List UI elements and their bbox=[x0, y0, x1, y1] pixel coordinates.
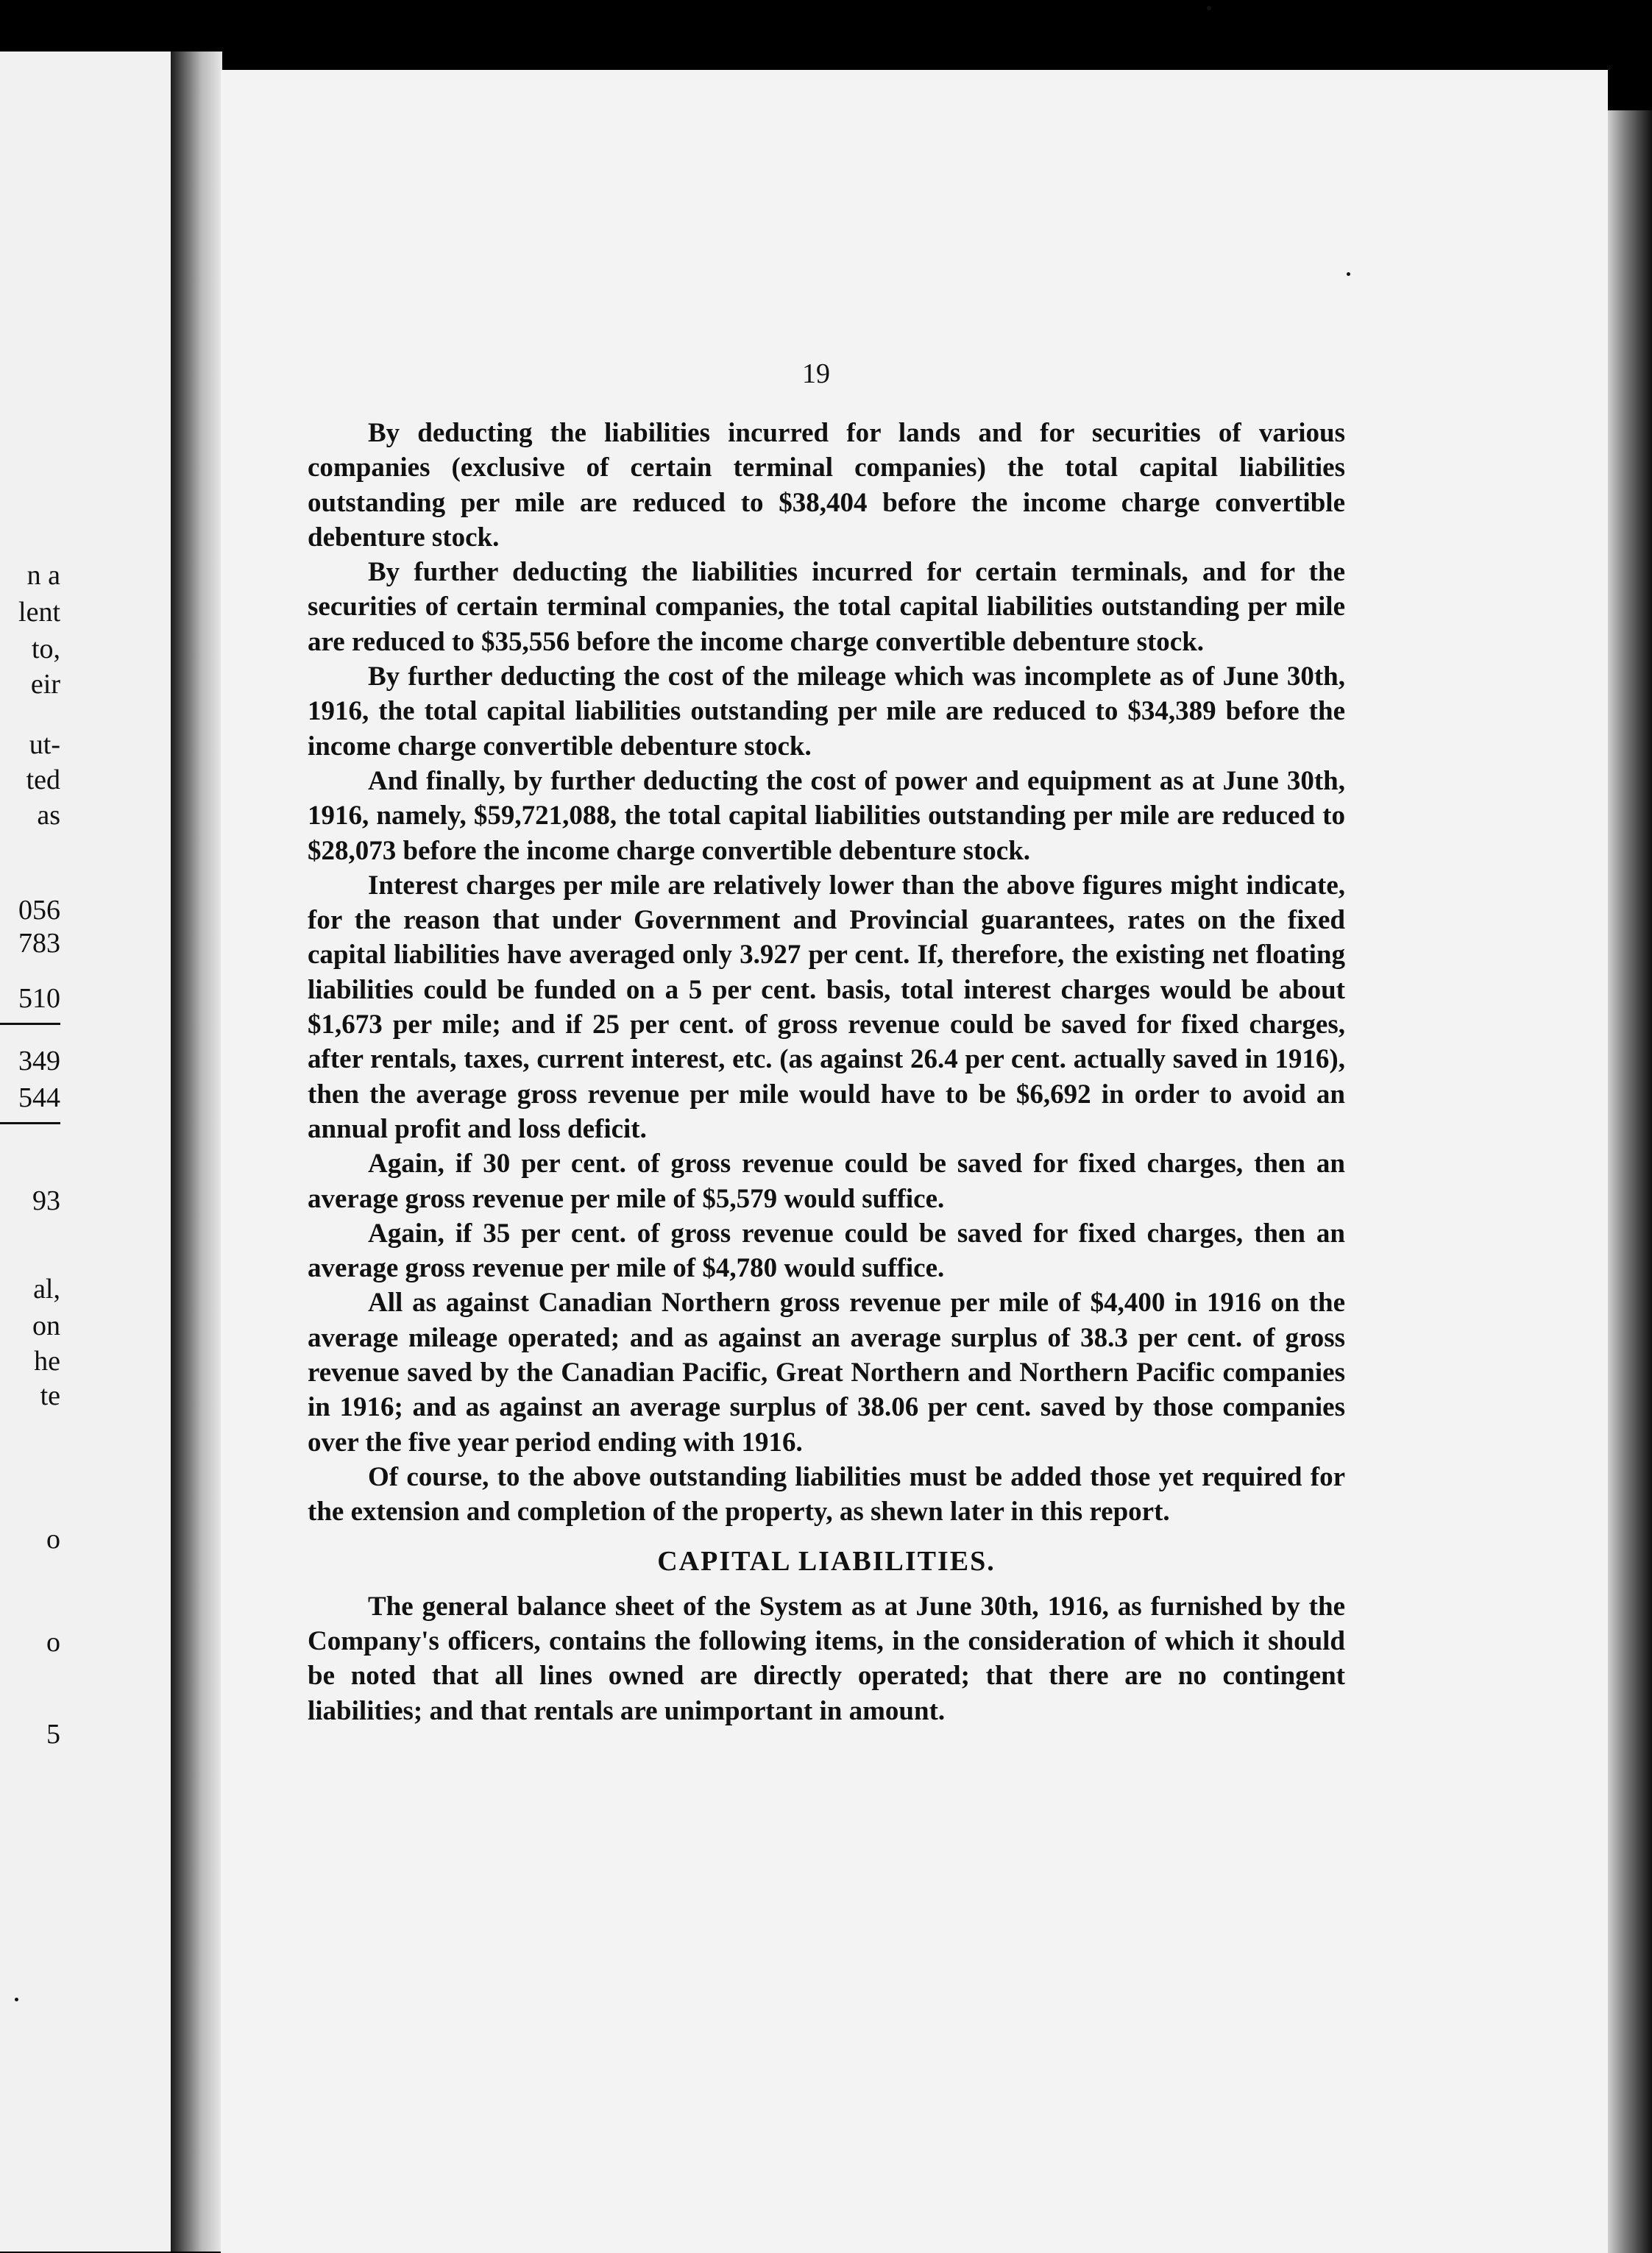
fragment: al, bbox=[33, 1274, 60, 1305]
fragment: lent bbox=[18, 597, 60, 628]
fragment: o bbox=[46, 1524, 60, 1555]
paragraph: Of course, to the above outstanding liabilities must be added those yet required for the extension and completion of the property, as shewn later in this report. bbox=[308, 1461, 1345, 1528]
fragment: he bbox=[34, 1346, 60, 1377]
fragment: on bbox=[32, 1310, 60, 1341]
previous-page-text-fragments bbox=[0, 52, 171, 2252]
scan-speck bbox=[1347, 272, 1350, 276]
paragraph: And finally, by further deducting the cost of power and equipment as at June 30th, 1916, namely, $59,721,088, the total capital liabilities outstanding per mile are reduced to $28,073 before the income charge convertible debenture stock. bbox=[308, 765, 1345, 866]
fragment: 349 bbox=[18, 1046, 60, 1076]
paragraph: All as against Canadian Northern gross revenue per mile of $4,400 in 1916 on the average mileage operated; and as against an average surplus of 38.3 per cent. of gross revenue saved by the Canadian Pacific, Great Northern and Northern Pacific companies in 1916; and as against an average surplus of 38.06 per cent. saved by those companies over the five year period ending with 1916. bbox=[308, 1288, 1345, 1458]
fragment: 93 bbox=[32, 1185, 60, 1216]
scan-speck bbox=[15, 1998, 18, 2001]
page-number: 19 bbox=[802, 358, 830, 389]
binding-gutter bbox=[171, 52, 222, 2252]
fragment: o bbox=[46, 1627, 60, 1658]
scan-speck bbox=[1207, 6, 1211, 10]
paragraph: Again, if 35 per cent. of gross revenue could be saved for fixed charges, then an average gross revenue per mile of $4,780 would suffice. bbox=[308, 1218, 1345, 1284]
fragment: eir bbox=[30, 669, 60, 700]
fragment: ut- bbox=[29, 729, 60, 760]
rule bbox=[0, 1023, 60, 1025]
fragment: 5 bbox=[46, 1719, 60, 1750]
page-edge-shadow bbox=[1608, 110, 1652, 2253]
fragment: 783 bbox=[18, 928, 60, 959]
rule bbox=[0, 1122, 60, 1124]
section-heading: CAPITAL LIABILITIES. bbox=[657, 1545, 996, 1577]
fragment: 056 bbox=[18, 895, 60, 926]
fragment: to, bbox=[31, 634, 60, 664]
paragraph: Again, if 30 per cent. of gross revenue could be saved for fixed charges, then an average gross revenue per mile of $5,579 would suffice. bbox=[308, 1149, 1345, 1214]
previous-page-edge bbox=[0, 52, 171, 2252]
paragraph: By further deducting the cost of the mileage which was incomplete as of June 30th, 1916, the total capital liabilities outstanding per mile are reduced to $34,389 before the income charge convertible debenture stock. bbox=[308, 661, 1345, 762]
paragraph: The general balance sheet of the System as at June 30th, 1916, as furnished by the Company's officers, contains the following items, in the consideration of which it should be noted that all lines owned are directly operated; that there are no contingent liabilities; and that rentals are unimportant in amount. bbox=[308, 1591, 1345, 1726]
paragraph: By deducting the liabilities incurred for lands and for securities of various companies (exclusive of certain terminal companies) the total capital liabilities outstanding per mile are reduced to $38,404 before the income charge convertible debenture stock. bbox=[308, 418, 1345, 553]
fragment: ted bbox=[26, 764, 60, 795]
fragment: as bbox=[37, 800, 60, 831]
fragment: n a bbox=[26, 560, 60, 591]
paragraph: By further deducting the liabilities incurred for certain terminals, and for the securities of certain terminal companies, the total capital liabilities outstanding per mile are reduced to $35,556 before the income charge convertible debenture stock. bbox=[308, 557, 1345, 657]
fragment: 544 bbox=[18, 1082, 60, 1113]
page-body bbox=[308, 416, 1345, 1728]
paragraph: Interest charges per mile are relatively lower than the above figures might indicate, for the reason that under Government and Provincial guarantees, rates on the fixed capital liabilities have averaged only 3.927 per cent. If, therefore, the existing net floating liabilities could be funded on a 5 per cent. basis, total interest charges would be about $1,673 per mile; and if 25 per cent. of gross revenue could be saved for fixed charges, after rentals, taxes, current interest, etc. (as against 26.4 per cent. actually saved in 1916), then the average gross revenue per mile would have to be $6,692 in order to avoid an annual profit and loss deficit. bbox=[308, 870, 1345, 1144]
fragment: 510 bbox=[18, 983, 60, 1014]
fragment: te bbox=[40, 1380, 60, 1411]
